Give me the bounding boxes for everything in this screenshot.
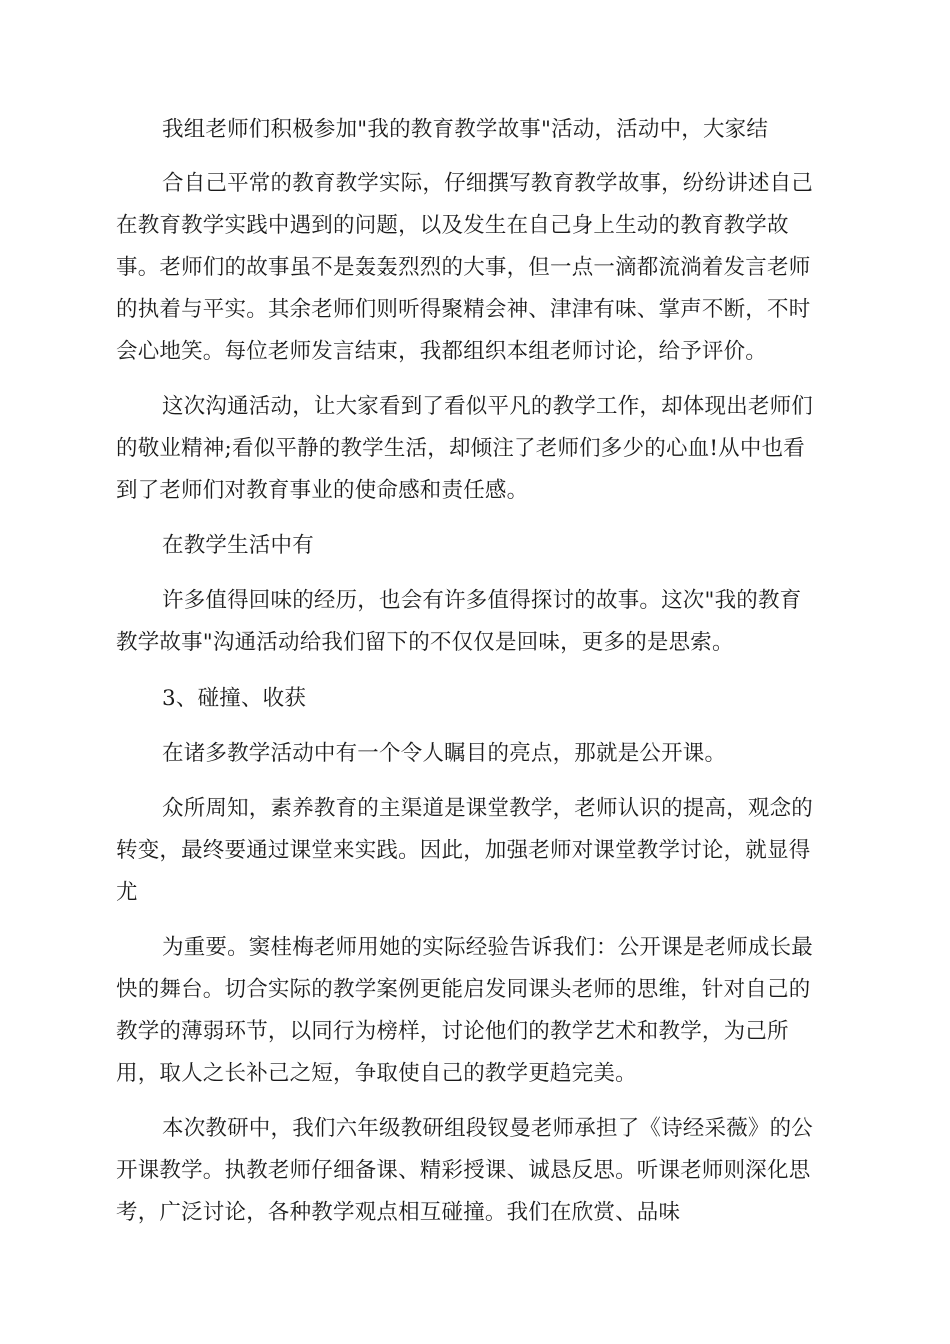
text-line: 这次沟通活动，让大家看到了看似平凡的教学工作，却体现出老师们 — [162, 394, 814, 419]
text-line: 教学故事"沟通活动给我们留下的不仅仅是回味，更多的是思索。 — [116, 630, 734, 655]
text-line: 教学的薄弱环节，以同行为榜样，讨论他们的教学艺术和教学，为己所 — [116, 1019, 789, 1044]
section-heading: 3、碰撞、收获 — [162, 686, 307, 711]
text-line: 考，广泛讨论，各种教学观点相互碰撞。我们在欣赏、品味 — [116, 1200, 681, 1225]
text-line: 在教育教学实践中遇到的问题，以及发生在自己身上生动的教育教学故 — [116, 213, 789, 238]
text-line: 转变，最终要通过课堂来实践。因此，加强老师对课堂教学讨论，就显得 — [116, 838, 811, 863]
text-line: 的执着与平实。其余老师们则听得聚精会神、津津有味、掌声不断，不时 — [116, 297, 811, 322]
text-line: 为重要。窦桂梅老师用她的实际经验告诉我们：公开课是老师成长最 — [162, 935, 814, 960]
text-line: 在诸多教学活动中有一个令人瞩目的亮点，那就是公开课。 — [162, 741, 727, 766]
text-line: 许多值得回味的经历，也会有许多值得探讨的故事。这次"我的教育 — [162, 588, 802, 613]
text-line: 的敬业精神;看似平静的教学生活，却倾注了老师们多少的心血!从中也看 — [116, 436, 805, 461]
text-line: 开课教学。执教老师仔细备课、精彩授课、诚恳反思。听课老师则深化思 — [116, 1158, 811, 1183]
text-line: 我组老师们积极参加"我的教育教学故事"活动，活动中，大家结 — [162, 117, 769, 142]
text-line: 合自己平常的教育教学实际，仔细撰写教育教学故事，纷纷讲述自己 — [162, 171, 814, 196]
text-line: 会心地笑。每位老师发言结束，我都组织本组老师讨论，给予评价。 — [116, 339, 768, 364]
text-line: 快的舞台。切合实际的教学案例更能启发同课头老师的思维，针对自己的 — [116, 977, 811, 1002]
text-line: 本次教研中，我们六年级教研组段钗曼老师承担了《诗经采薇》的公 — [162, 1116, 814, 1141]
text-line: 到了老师们对教育事业的使命感和责任感。 — [116, 478, 529, 503]
text-line: 在教学生活中有 — [162, 533, 314, 558]
text-line: 尤 — [116, 880, 138, 905]
text-line: 事。老师们的故事虽不是轰轰烈烈的大事，但一点一滴都流淌着发言老师 — [116, 255, 811, 280]
text-line: 众所周知，素养教育的主渠道是课堂教学，老师认识的提高，观念的 — [162, 796, 814, 821]
text-line: 用，取人之长补己之短，争取使自己的教学更趋完美。 — [116, 1061, 637, 1086]
